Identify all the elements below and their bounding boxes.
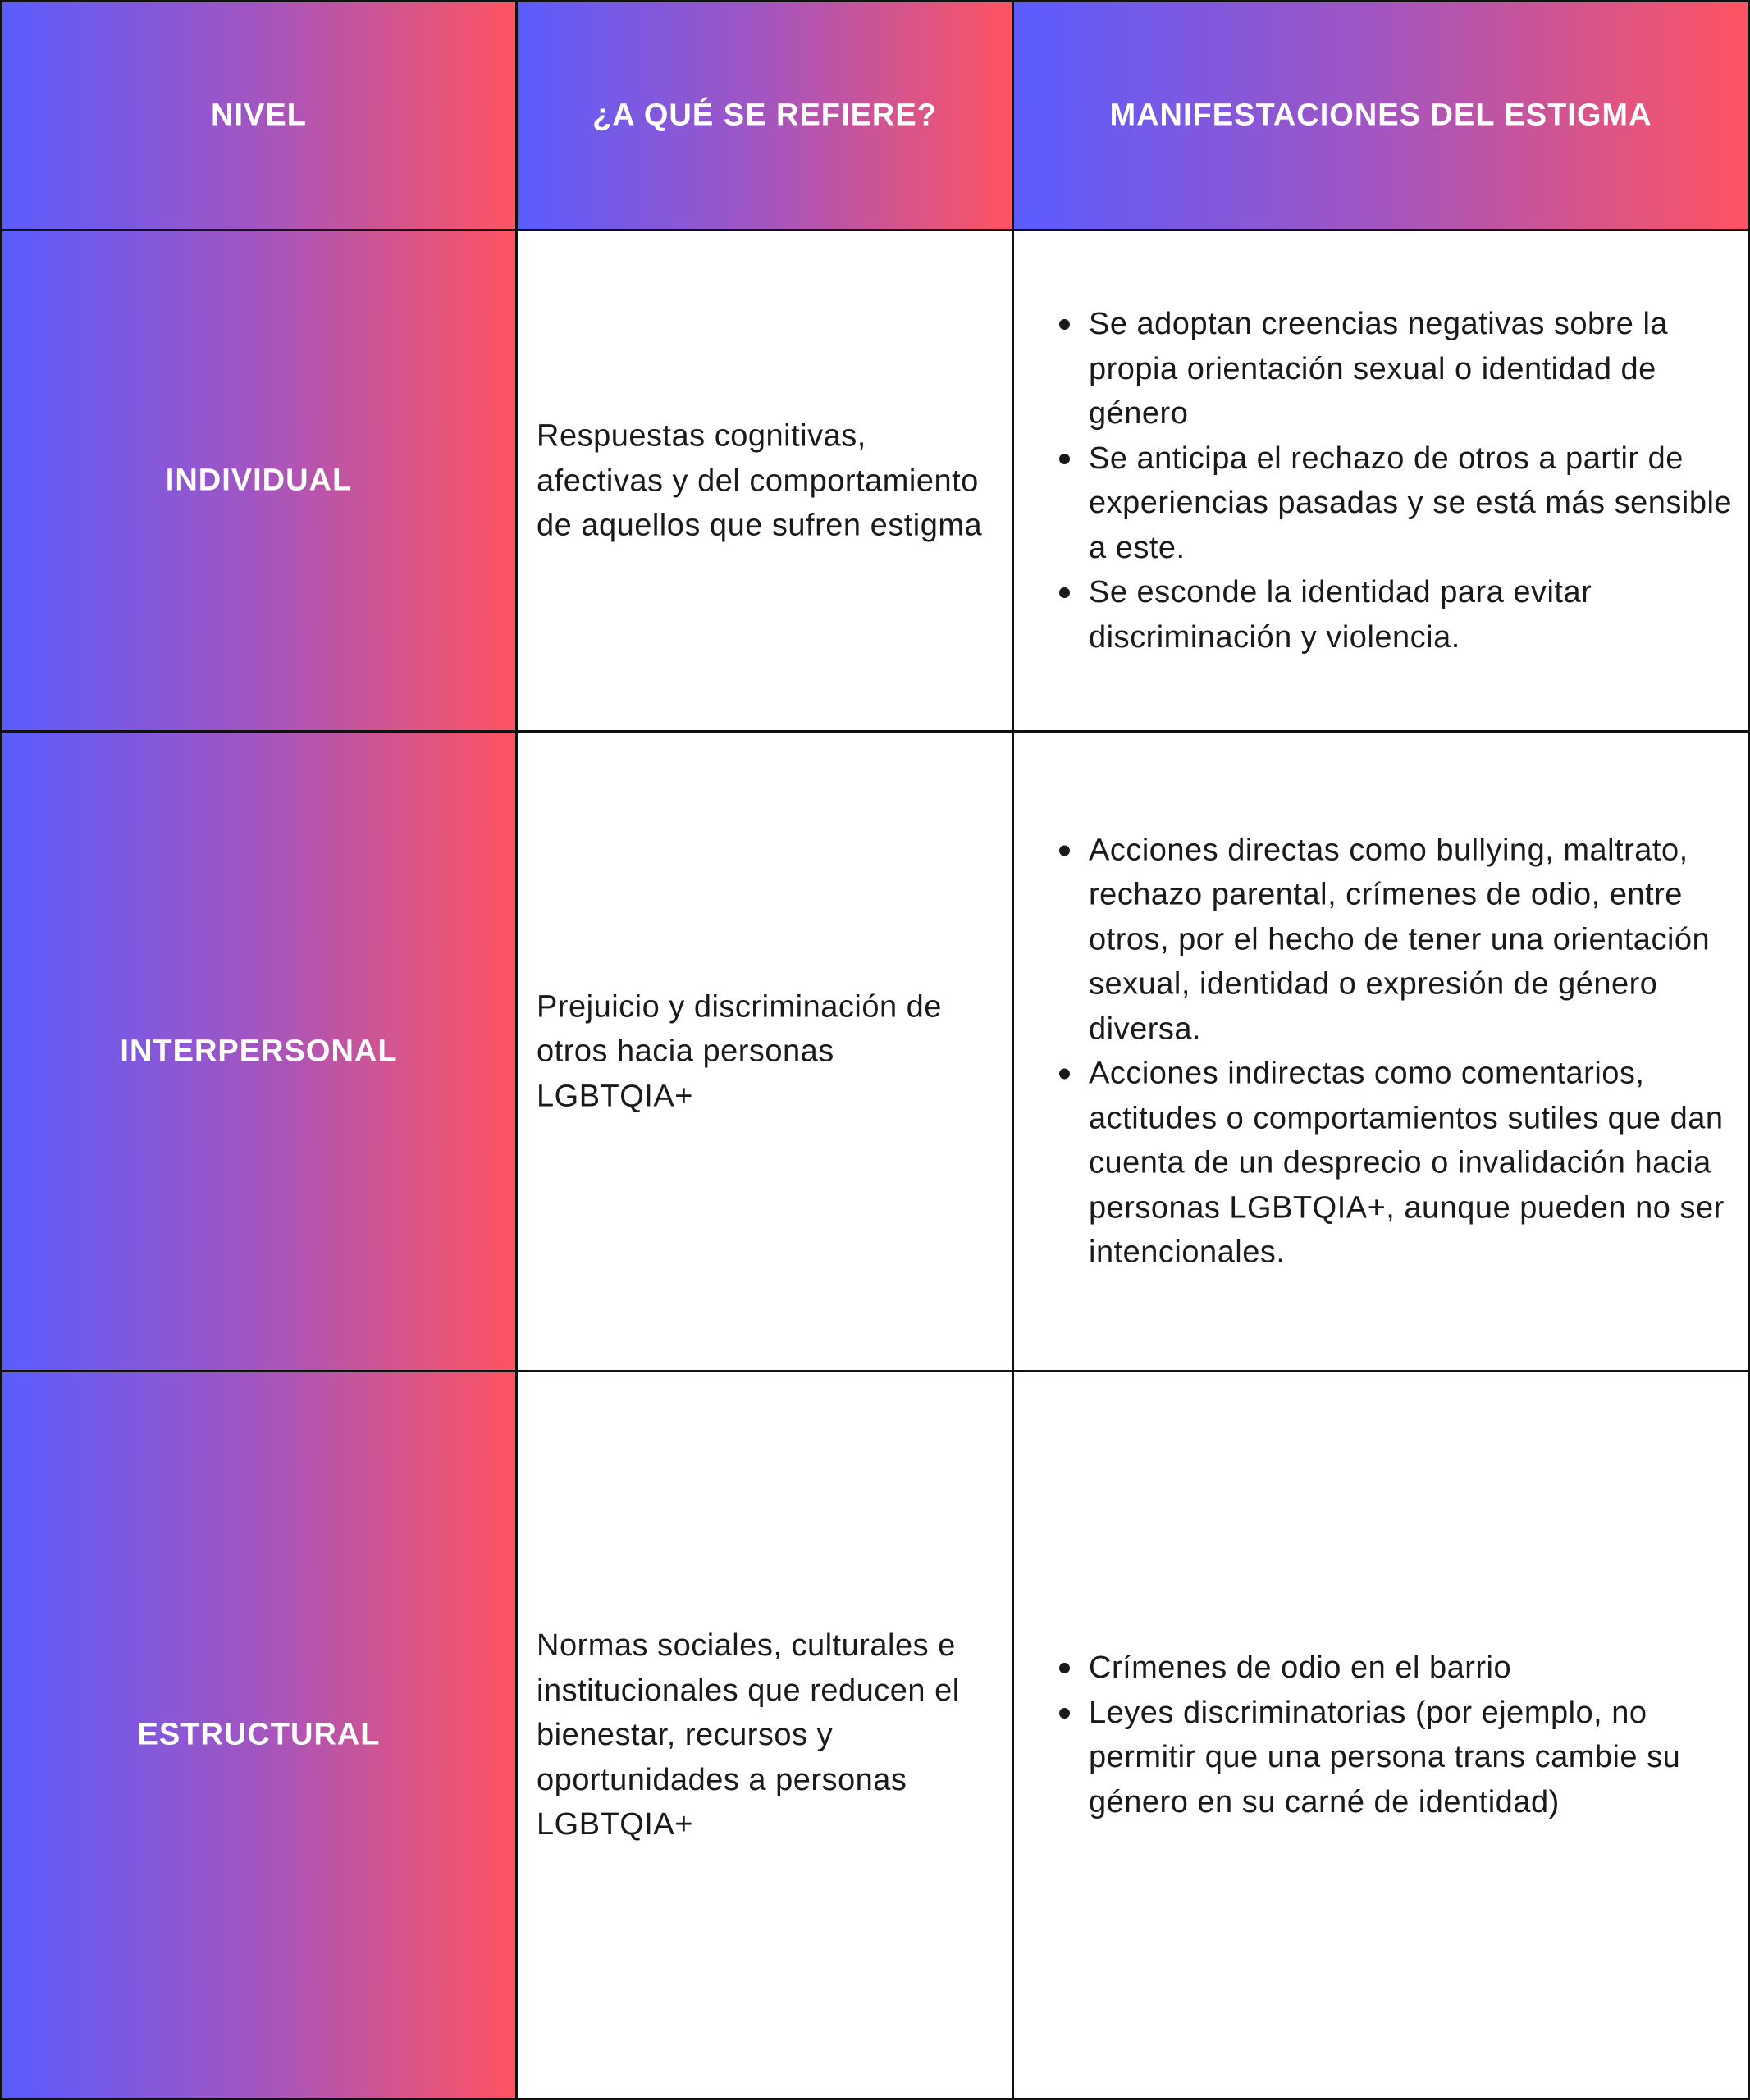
list-item — [1089, 1691, 1736, 1825]
list-item — [1089, 302, 1736, 436]
manifestations-cell-interpersonal — [1014, 733, 1750, 1372]
bullet-icon — [1059, 587, 1070, 598]
description-cell-estructural — [518, 1372, 1014, 2100]
manifestation-text: Se esconde la identidad para evitar discriminación y violencia. — [1089, 575, 1592, 655]
manifestations-cell-estructural — [1014, 1372, 1750, 2100]
header-cell-refiere — [518, 0, 1014, 231]
header-nivel: NIVEL — [211, 98, 307, 133]
bullet-icon — [1059, 319, 1070, 330]
list-item — [1089, 1052, 1736, 1276]
manifestation-text: Acciones directas como bullying, maltrato, rechazo parental, crímenes de odio, entre otros, por el hecho de tener una orientación sexual, identidad o expresión de género diversa. — [1089, 833, 1711, 1046]
level-cell-estructural — [0, 1372, 518, 2100]
level-label: INTERPERSONAL — [120, 1034, 398, 1068]
bullet-icon — [1059, 1708, 1070, 1719]
list-item — [1089, 1646, 1736, 1691]
manifestations-list — [1059, 828, 1736, 1275]
level-description: Normas sociales, culturales e institucionales que reducen el bienestar, recursos y oportunidades a personas LGBTQIA+ — [537, 1628, 960, 1842]
bullet-icon — [1059, 1069, 1070, 1080]
manifestation-text: Se anticipa el rechazo de otros a partir de experiencias pasadas y se está más sensible a este. — [1089, 441, 1733, 565]
manifestation-text: Crímenes de odio en el barrio — [1089, 1650, 1512, 1685]
manifestation-text: Se adoptan creencias negativas sobre la propia orientación sexual o identidad de género — [1089, 307, 1669, 431]
header-cell-nivel — [0, 0, 518, 231]
level-label: INDIVIDUAL — [165, 463, 353, 498]
description-cell-individual — [518, 231, 1014, 733]
header-manifestaciones: MANIFESTACIONES DEL ESTIGMA — [1109, 98, 1652, 133]
list-item — [1089, 828, 1736, 1052]
manifestation-text: Acciones indirectas como comentarios, actitudes o comportamientos sutiles que dan cuenta de un desprecio o invalidación hacia personas LGBTQIA+, aunque pueden no ser intencionales. — [1089, 1056, 1725, 1270]
bullet-icon — [1059, 1663, 1070, 1673]
list-item — [1089, 436, 1736, 571]
manifestations-list — [1059, 1646, 1736, 1824]
list-item — [1089, 570, 1736, 660]
level-description: Prejuicio y discriminación de otros hacia personas LGBTQIA+ — [537, 988, 942, 1113]
level-cell-interpersonal — [0, 733, 518, 1372]
header-refiere: ¿A QUÉ SE REFIERE? — [592, 98, 937, 133]
bullet-icon — [1059, 454, 1070, 464]
level-label: ESTRUCTURAL — [137, 1717, 381, 1752]
level-description: Respuestas cognitivas, afectivas y del comportamiento de aquellos que sufren estigma — [537, 418, 983, 543]
level-cell-individual — [0, 231, 518, 733]
bullet-icon — [1059, 845, 1070, 856]
manifestations-list — [1059, 302, 1736, 660]
manifestation-text: Leyes discriminatorias (por ejemplo, no permitir que una persona trans cambie su género en su carné de identidad) — [1089, 1695, 1681, 1819]
manifestations-cell-individual — [1014, 231, 1750, 733]
description-cell-interpersonal — [518, 733, 1014, 1372]
header-cell-manifestaciones — [1014, 0, 1750, 231]
